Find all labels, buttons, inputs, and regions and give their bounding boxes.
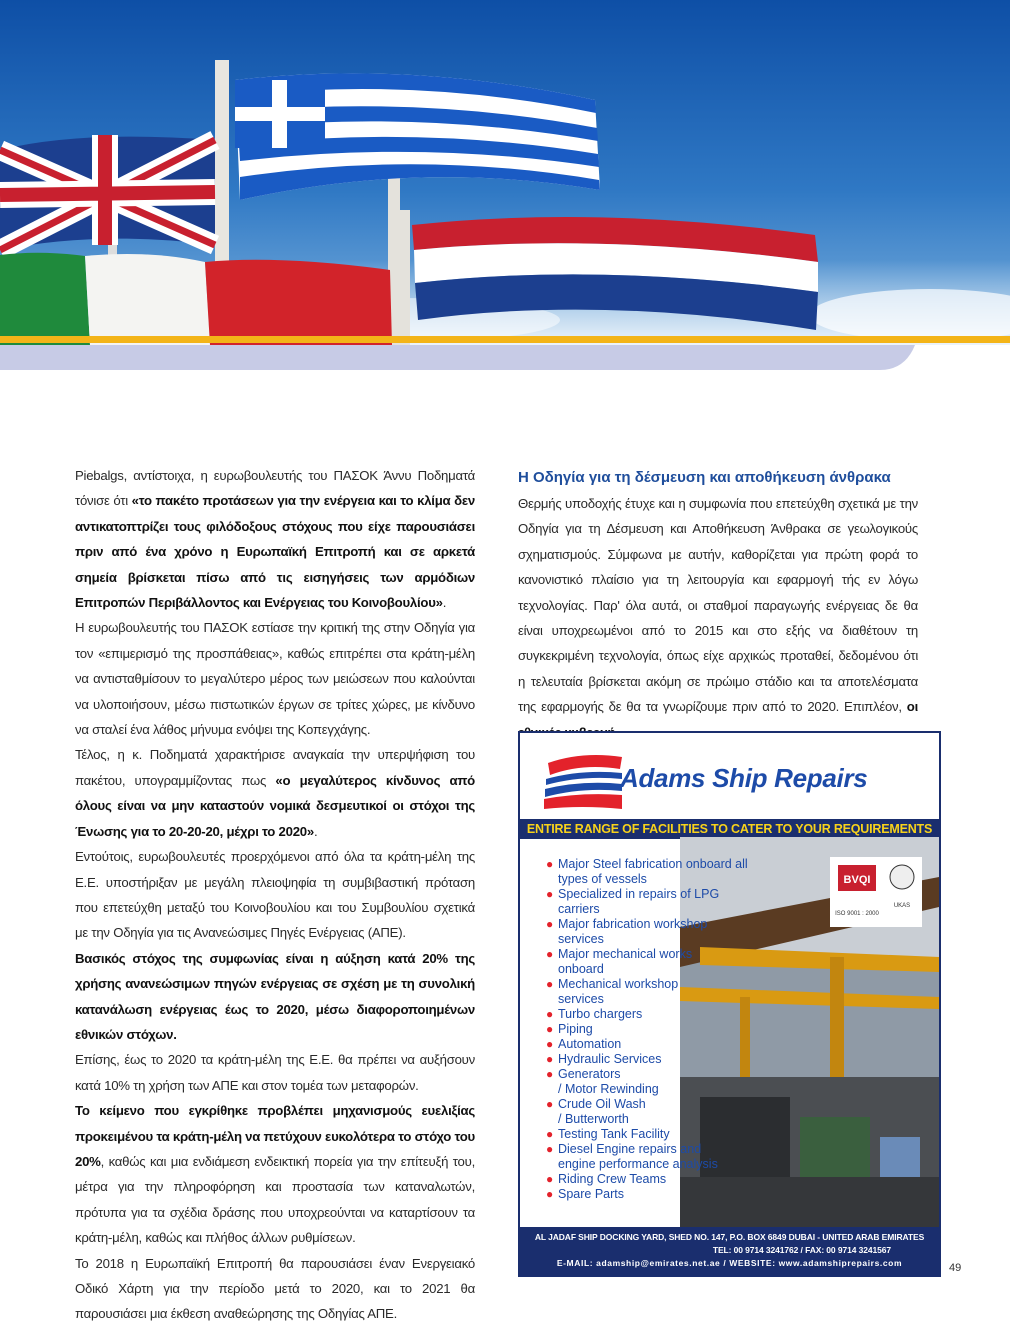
paragraph — [75, 463, 475, 615]
right-column-text — [518, 465, 918, 745]
paragraph — [75, 1251, 475, 1327]
service-text: onboard — [558, 962, 604, 976]
service-text: Testing Tank Facility — [558, 1127, 670, 1141]
service-text: Crude Oil Wash — [558, 1097, 646, 1111]
bullet-icon: ● — [546, 1007, 554, 1021]
bullet-icon: ● — [546, 1097, 554, 1111]
cert-sub: ISO 9001 : 2000 — [835, 911, 879, 917]
section-heading: Η Οδηγία για τη δέσμευση και αποθήκευση άνθρακα — [518, 469, 891, 486]
bullet-icon: ● — [546, 1067, 554, 1081]
service-item — [540, 857, 770, 887]
bullet-icon: ● — [546, 947, 554, 961]
paragraph — [75, 615, 475, 742]
service-item — [540, 1052, 770, 1067]
service-item — [540, 917, 770, 947]
service-text: Major fabrication workshop — [558, 917, 708, 931]
service-item — [540, 947, 770, 977]
bullet-icon: ● — [546, 1052, 554, 1066]
services-list — [540, 857, 770, 1202]
service-item — [540, 1172, 770, 1187]
ad-contact: E-MAIL: adamship@emirates.net.ae / WEBSITE: www.adamshiprepairs.com — [556, 1258, 903, 1268]
page-number: 49 — [949, 1262, 962, 1274]
service-text: Generators — [558, 1067, 621, 1081]
text: , καθώς και μια ενδιάμεση ενδεικτική πορεία για την επίτευξή του, μέτρα για την πληροφόρηση και προστασία των καταναλωτών, πρότυπα για τα σχέδια δράσης που υποχρεούνται να καταρτίσουν τα κράτη-μέλη, καθώς και πλήθος άλλων ρυθμίσεων. — [75, 1153, 475, 1246]
service-text: services — [558, 992, 604, 1006]
service-item — [540, 977, 770, 1007]
bullet-icon: ● — [546, 917, 554, 931]
service-text: services — [558, 932, 604, 946]
bullet-icon: ● — [546, 887, 554, 901]
text: Piebalgs, αντίστοιχα, η ευρωβουλευτής του ΠΑΣΟΚ Άννυ Ποδηματά τόνισε ότι — [75, 468, 475, 509]
service-text: / Motor Rewinding — [558, 1082, 659, 1096]
bold-text: Βασικός στόχος της συμφωνίας είναι η αύξηση κατά 20% της χρήσης ανανεώσιμων πηγών ενέργειας σε σχέση με τη συνολική κατανάλωση ενέργειας έως το 2020, μέσω διαφοροποιημένων εθνικών στόχων. — [75, 950, 475, 1042]
service-text: Spare Parts — [558, 1187, 625, 1201]
service-text: Mechanical workshop — [558, 977, 679, 991]
service-item — [540, 1037, 770, 1052]
text: Εντούτοις, ευρωβουλευτές προερχόμενοι από όλα τα κράτη-μέλη της Ε.Ε. υποστήριξαν με μεγάλη πλειοψηφία τη συμβιβαστική πρόταση που επετεύχθη μεταξύ του Κοινοβουλίου και του Συμβουλίου σχετικά με την Οδηγία για τις Ανανεώσιμες Πηγές Ενέργειας (ΑΠΕ). — [75, 849, 475, 941]
bullet-icon: ● — [546, 1172, 554, 1186]
ad-banner: ENTIRE RANGE OF FACILITIES TO CATER TO YOUR REQUIREMENTS — [520, 819, 939, 839]
service-text: / Butterworth — [558, 1112, 629, 1126]
text: Τέλος, η κ. Ποδηματά χαρακτήρισε αναγκαία την υπερψήφιση του πακέτου, υπογραμμίζοντας πως — [75, 747, 475, 788]
service-item — [540, 1067, 770, 1097]
paragraph — [75, 844, 475, 946]
paragraph — [75, 1098, 475, 1250]
text: Η ευρωβουλευτής του ΠΑΣΟΚ εστίασε την κριτική της στην Οδηγία για τον «επιμερισμό της προσπάθειας», καθώς επιτρέπει στα κράτη-μέλη να αντισταθμίσουν το μεγαλύτερο μέρος των μειώσεων που καλούνται να υλοποιήσουν, μέσω πιστωτικών έργων σε τρίτες χώρες, με κίνδυνο να σταλεί ένα λάθος μήνυμα ενόψει της Κοπεγχάγης. — [75, 620, 475, 738]
service-item — [540, 887, 770, 917]
service-item — [540, 1187, 770, 1202]
bullet-icon: ● — [546, 1142, 554, 1156]
service-item — [540, 1142, 770, 1172]
service-text: Major mechanical works — [558, 947, 693, 961]
service-item — [540, 1007, 770, 1022]
uk-flag — [0, 135, 215, 250]
service-text: engine performance analysis — [558, 1157, 718, 1171]
service-item — [540, 1127, 770, 1142]
service-text: Piping — [558, 1022, 593, 1036]
paragraph — [75, 946, 475, 1048]
cert-ukas: UKAS — [893, 903, 911, 909]
hero-flags-photo — [0, 0, 1010, 370]
paragraph — [518, 491, 918, 745]
service-text: Specialized in repairs of LPG — [558, 887, 720, 901]
company-name: Adams Ship Repairs — [620, 763, 868, 793]
text: Επίσης, έως το 2020 τα κράτη-μέλη της Ε.Ε. θα πρέπει να αυξήσουν κατά 10% τη χρήση των ΑΠΕ και στον τομέα των μεταφορών. — [75, 1052, 475, 1093]
ad-phone: TEL: 00 9714 3241762 / FAX: 00 9714 3241567 — [712, 1245, 891, 1255]
cert-text: BVQI — [843, 874, 871, 886]
text: Θερμής υποδοχής έτυχε και η συμφωνία που επετεύχθη σχετικά με την Οδηγία για τη Δέσμευση και Αποθήκευση Άνθρακα σε γεωλογικούς σχηματισμούς. Σύμφωνα με αυτήν, καθορίζεται για πρώτη φορά το κανονιστικό πλαίσιο για τη λειτουργία και εφαρμογή τής εν λόγω τεχνολογίας. Παρ' όλα αυτά, οι σταθμοί παραγωγής ενέργειας δε θα είναι υποχρεωμένοι από το 2015 και στο εξής να διαθέτουν τη συγκεκριμένη τεχνολογία, όπως είχε αρχικώς προταθεί, δεδομένου ότι η τελευταία βρίσκεται ακόμη σε πρώιμο στάδιο και τα αποτελέσματα της εφαρμογής δε θα τα γνωρίζουμε πριν από το 2020. Επιπλέον, — [518, 496, 918, 715]
right-column-body — [518, 491, 918, 745]
company-logo-icon — [542, 747, 624, 811]
text: . — [313, 823, 318, 839]
service-text: Riding Crew Teams — [558, 1172, 667, 1186]
service-text: Hydraulic Services — [558, 1052, 662, 1066]
service-text: Automation — [558, 1037, 622, 1051]
bullet-icon: ● — [546, 1187, 554, 1201]
bullet-icon: ● — [546, 1127, 554, 1141]
bold-text: «ο μεγαλύτερος κίνδυνος από όλους είναι να μην καταστούν νομικά δεσμευτικοί οι στόχοι της Ένωσης για το 20-20-20, μέχρι το 2020» — [75, 772, 475, 839]
service-text: Major Steel fabrication onboard all — [558, 857, 748, 871]
ad-footer — [520, 1227, 939, 1277]
left-column-text — [75, 463, 475, 1327]
service-item — [540, 1097, 770, 1127]
service-text: types of vessels — [558, 872, 647, 886]
bullet-icon: ● — [546, 1022, 554, 1036]
paragraph — [75, 742, 475, 844]
bullet-icon: ● — [546, 857, 554, 871]
bold-text: οι — [906, 699, 918, 715]
bullet-icon: ● — [546, 977, 554, 991]
service-text: Turbo chargers — [558, 1007, 643, 1021]
paragraph — [75, 1047, 475, 1098]
bullet-icon: ● — [546, 1037, 554, 1051]
text: Το 2018 η Ευρωπαϊκή Επιτροπή θα παρουσιάσει έναν Ενεργειακό Οδικό Χάρτη για την περίοδο μετά το 2020, και το 2021 θα παρουσιάσει μια έκθεση αναθεώρησης της Οδηγίας ΑΠΕ. — [75, 1255, 475, 1322]
italian-flag — [0, 253, 392, 345]
certification-badge — [830, 857, 922, 927]
bold-text: «το πακέτο προτάσεων για την ενέργεια και το κλίμα δεν αντικατοπτρίζει τους φιλόδοξους στόχους που είχε παρουσιάσει πριν από ένα χρόνο η Ευρωπαϊκή Επιτροπή και σε αρκετά σημεία βρίσκεται πίσω από τις εισηγήσεις των αρμόδιων Επιτροπών Περιβάλλοντος και Ενέργειας του Κοινοβουλίου» — [75, 493, 475, 611]
advertisement-adams-ship-repairs — [518, 731, 941, 1277]
service-text: Diesel Engine repairs and — [558, 1142, 702, 1156]
bold-text: Το κείμενο που εγκρίθηκε προβλέπει μηχανισμούς ευελιξίας προκειμένου τα κράτη-μέλη να πετύχουν ευκολότερα το στόχο του 20% — [75, 1103, 475, 1169]
service-item — [540, 1022, 770, 1037]
text: . — [442, 595, 447, 611]
service-text: carriers — [558, 902, 600, 916]
ad-address: AL JADAF SHIP DOCKING YARD, SHED NO. 147, P.O. BOX 6849 DUBAI - UNITED ARAB EMIRATES — [534, 1232, 925, 1242]
